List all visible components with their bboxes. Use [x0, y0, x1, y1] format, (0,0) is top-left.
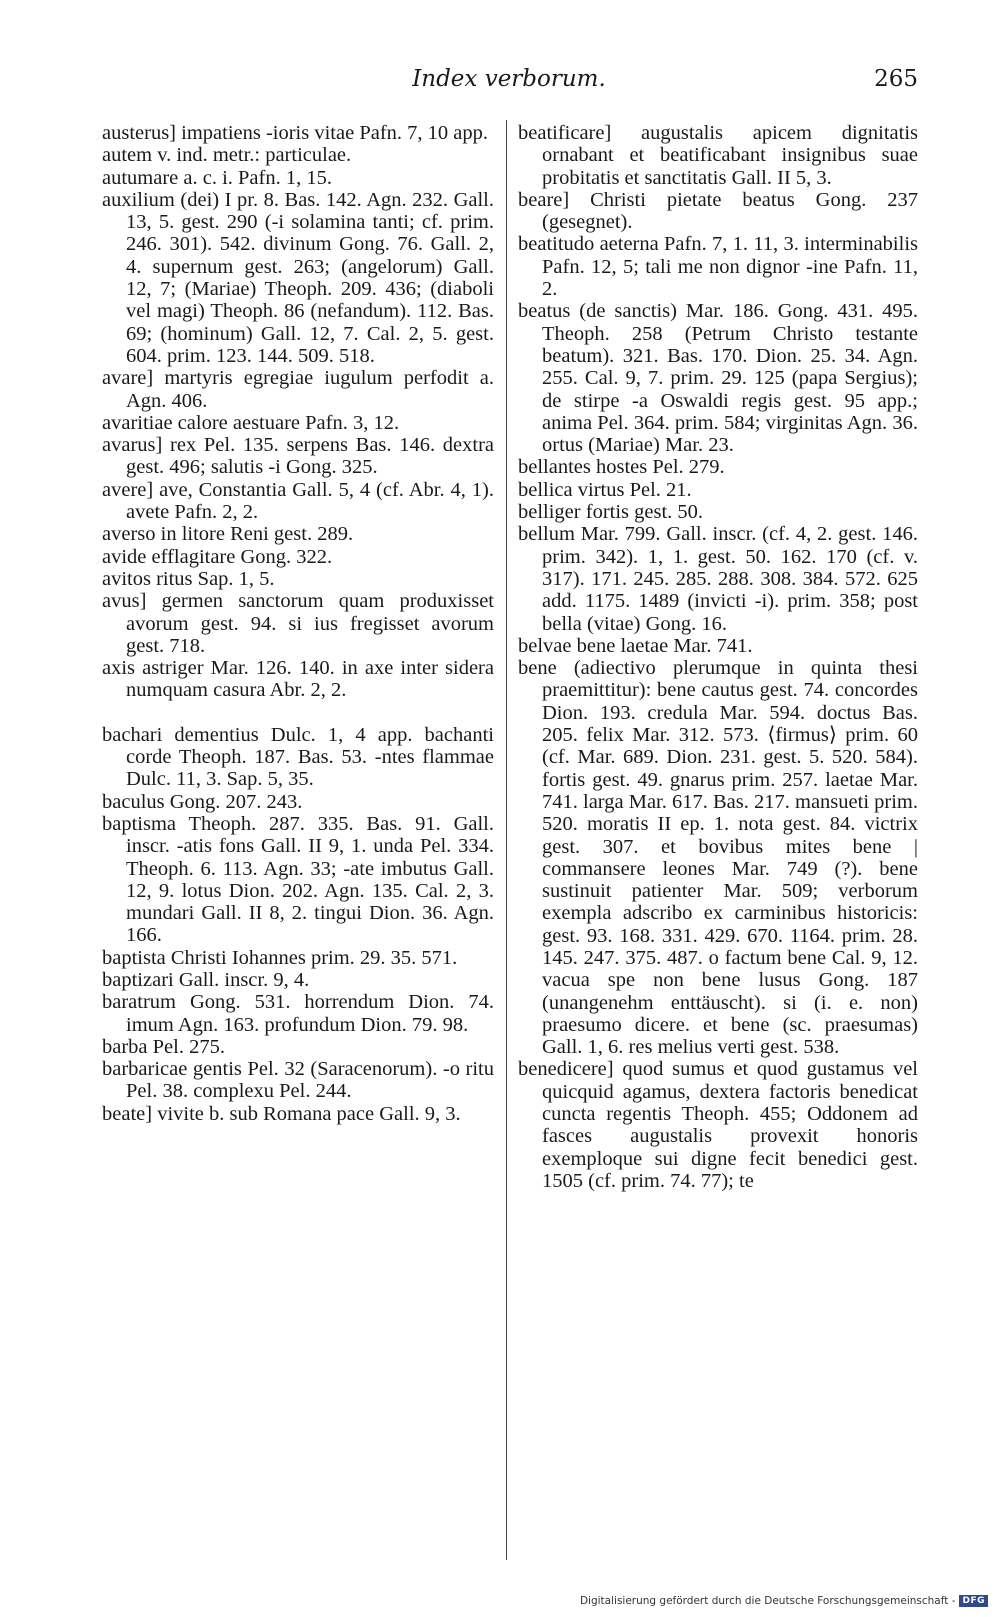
left-column — [102, 122, 494, 1125]
index-entry: beatitudo aeterna Pafn. 7, 1. 11, 3. interminabilis Pafn. 12, 5; tali me non dignor -ine Pafn. 11, 2. — [518, 233, 918, 301]
index-entry: avide efflagitare Gong. 322. — [102, 545, 333, 568]
index-entry: bellum Mar. 799. Gall. inscr. (cf. 4, 2. gest. 146. prim. 342). 1, 1. gest. 50. 162. 170 (cf. v. 317). 171. 245. 285. 288. 308. 384. 572. 625 add. 1175. 1489 (invicti -i). prim. 358; post bella (vitae) Gong. 16. — [518, 523, 918, 635]
index-entry: auxilium (dei) I pr. 8. Bas. 142. Agn. 232. Gall. 13, 5. gest. 290 (-i solamina tanti; cf. prim. 246. 301). 542. divinum Gong. 76. Gall. 2, 4. supernum gest. 263; (angelorum) Gall. 12, 7; (Mariae) Theoph. 209. 436; (diaboli vel magi) Theoph. 86 (nefandum). 112. Bas. 69; (hominum) Gall. 12, 7. Cal. 2, 5. gest. 604. prim. 123. 144. 509. 518. — [102, 188, 494, 367]
index-entry: belvae bene laetae Mar. 741. — [518, 634, 753, 657]
index-entry: barbaricae gentis Pel. 32 (Saracenorum). -o ritu Pel. 38. complexu Pel. 244. — [102, 1058, 494, 1103]
index-entry: avarus] rex Pel. 135. serpens Bas. 146. dextra gest. 496; salutis -i Gong. 325. — [102, 434, 494, 479]
index-entry: bene (adiectivo plerumque in quinta thesi praemittitur): bene cautus gest. 74. concordes Dion. 193. credula Mar. 594. doctus Bas. 205. felix Mar. 312. 573. ⟨firmus⟩ prim. 60 (cf. Mar. 689. Dion. 231. gest. 5. 520. 584). fortis gest. 49. gnarus prim. 257. laetae Mar. 741. larga Mar. 617. Bas. 217. mansueti prim. 520. moratis II ep. 1. nota gest. 84. victrix gest. 307. et bovibus mites bene | commansere leones Mar. 749 (?). bene sustinuit patienter Mar. 509; verborum exempla adscribo ex carminibus historicis: gest. 93. 168. 331. 429. 670. 1164. prim. 28. 145. 247. 375. 487. o factum bene Cal. 9, 12. vacua spe non bene lusus Gong. 187 (unangenehm enttäuscht). si (i. e. non) praesumo dicere. et bene (sc. praesumas) Gall. 1, 6. res melius verti gest. 538. — [518, 657, 918, 1059]
index-entry: axis astriger Mar. 126. 140. in axe inter sidera numquam casura Abr. 2, 2. — [102, 657, 494, 702]
index-entry: baratrum Gong. 531. horrendum Dion. 74. imum Agn. 163. profundum Dion. 79. 98. — [102, 991, 494, 1036]
page-number: 265 — [874, 66, 918, 92]
index-entry: baptizari Gall. inscr. 9, 4. — [102, 968, 310, 991]
index-entry: baptisma Theoph. 287. 335. Bas. 91. Gall. inscr. -atis fons Gall. II 9, 1. unda Pel. 334. Theoph. 6. 113. Agn. 33; -ate imbutus Gall. 12, 9. lotus Dion. 202. Agn. 135. Cal. 2, 3. mundari Gall. II 8, 2. tingui Dion. 36. Agn. 166. — [102, 812, 494, 947]
index-entry: avere] ave, Constantia Gall. 5, 4 (cf. Abr. 4, 1). avete Pafn. 2, 2. — [102, 478, 494, 524]
right-column — [518, 122, 918, 1192]
index-entry: beatus (de sanctis) Mar. 186. Gong. 431. 495. Theoph. 258 (Petrum Christo testante beatum). 321. Bas. 170. Dion. 25. 34. Agn. 255. Cal. 9, 7. prim. 29. 125 (papa Sergius); de stirpe -a Oswaldi regis gest. 95 app.; anima Pel. 364. prim. 584; virginitas Agn. 36. ortus (Mariae) Mar. 23. — [518, 300, 918, 457]
index-entry: benedicere] quod sumus et quod gustamus vel quicquid agamus, dextera factoris benedicat cuncta regentis Theoph. 455; Oddonem ad fasces augustalis provexit honoris exemploque sui digne fecit benedici gest. 1505 (cf. prim. 74. 77); te — [518, 1058, 918, 1192]
index-entry: bellantes hostes Pel. 279. — [518, 456, 725, 479]
index-entry: avitos ritus Sap. 1, 5. — [102, 567, 275, 590]
index-entry: avare] martyris egregiae iugulum perfodit a. Agn. 406. — [102, 367, 494, 412]
section-gap — [102, 702, 494, 724]
index-entry: avaritiae calore aestuare Pafn. 3, 12. — [102, 411, 400, 434]
running-title: Index verborum. — [412, 66, 606, 92]
index-entry: beate] vivite b. sub Romana pace Gall. 9, 3. — [102, 1102, 461, 1125]
footer-credit: Digitalisierung gefördert durch die Deutsche Forschungsgemeinschaft - — [579, 1595, 956, 1607]
index-entry: averso in litore Reni gest. 289. — [102, 523, 354, 546]
index-entry: barba Pel. 275. — [102, 1035, 225, 1058]
index-entry: austerus] impatiens -ioris vitae Pafn. 7, 10 app. — [102, 122, 488, 144]
footer — [580, 1595, 988, 1607]
page-header — [100, 62, 918, 96]
column-divider — [506, 120, 507, 1560]
index-entry: baculus Gong. 207. 243. — [102, 790, 303, 813]
index-entry: avus] germen sanctorum quam produxisset avorum gest. 94. si ius fregisset avorum gest. 718. — [102, 590, 494, 657]
index-entry: belliger fortis gest. 50. — [518, 501, 704, 524]
index-entry: baptista Christi Iohannes prim. 29. 35. 571. — [102, 946, 458, 969]
index-entry: bachari dementius Dulc. 1, 4 app. bachanti corde Theoph. 187. Bas. 53. -ntes flammae Dulc. 11, 3. Sap. 5, 35. — [102, 723, 494, 791]
index-entry: beatificare] augustalis apicem dignitatis ornabant et beatificabant insignibus suae probitatis et sanctitatis Gall. II 5, 3. — [518, 122, 918, 189]
index-entry: autem v. ind. metr.: particulae. — [102, 144, 352, 167]
dfg-logo: DFG — [959, 1595, 988, 1607]
index-entry: bellica virtus Pel. 21. — [518, 478, 692, 501]
index-entry: autumare a. c. i. Pafn. 1, 15. — [102, 166, 332, 189]
index-entry: beare] Christi pietate beatus Gong. 237 (gesegnet). — [518, 188, 918, 234]
